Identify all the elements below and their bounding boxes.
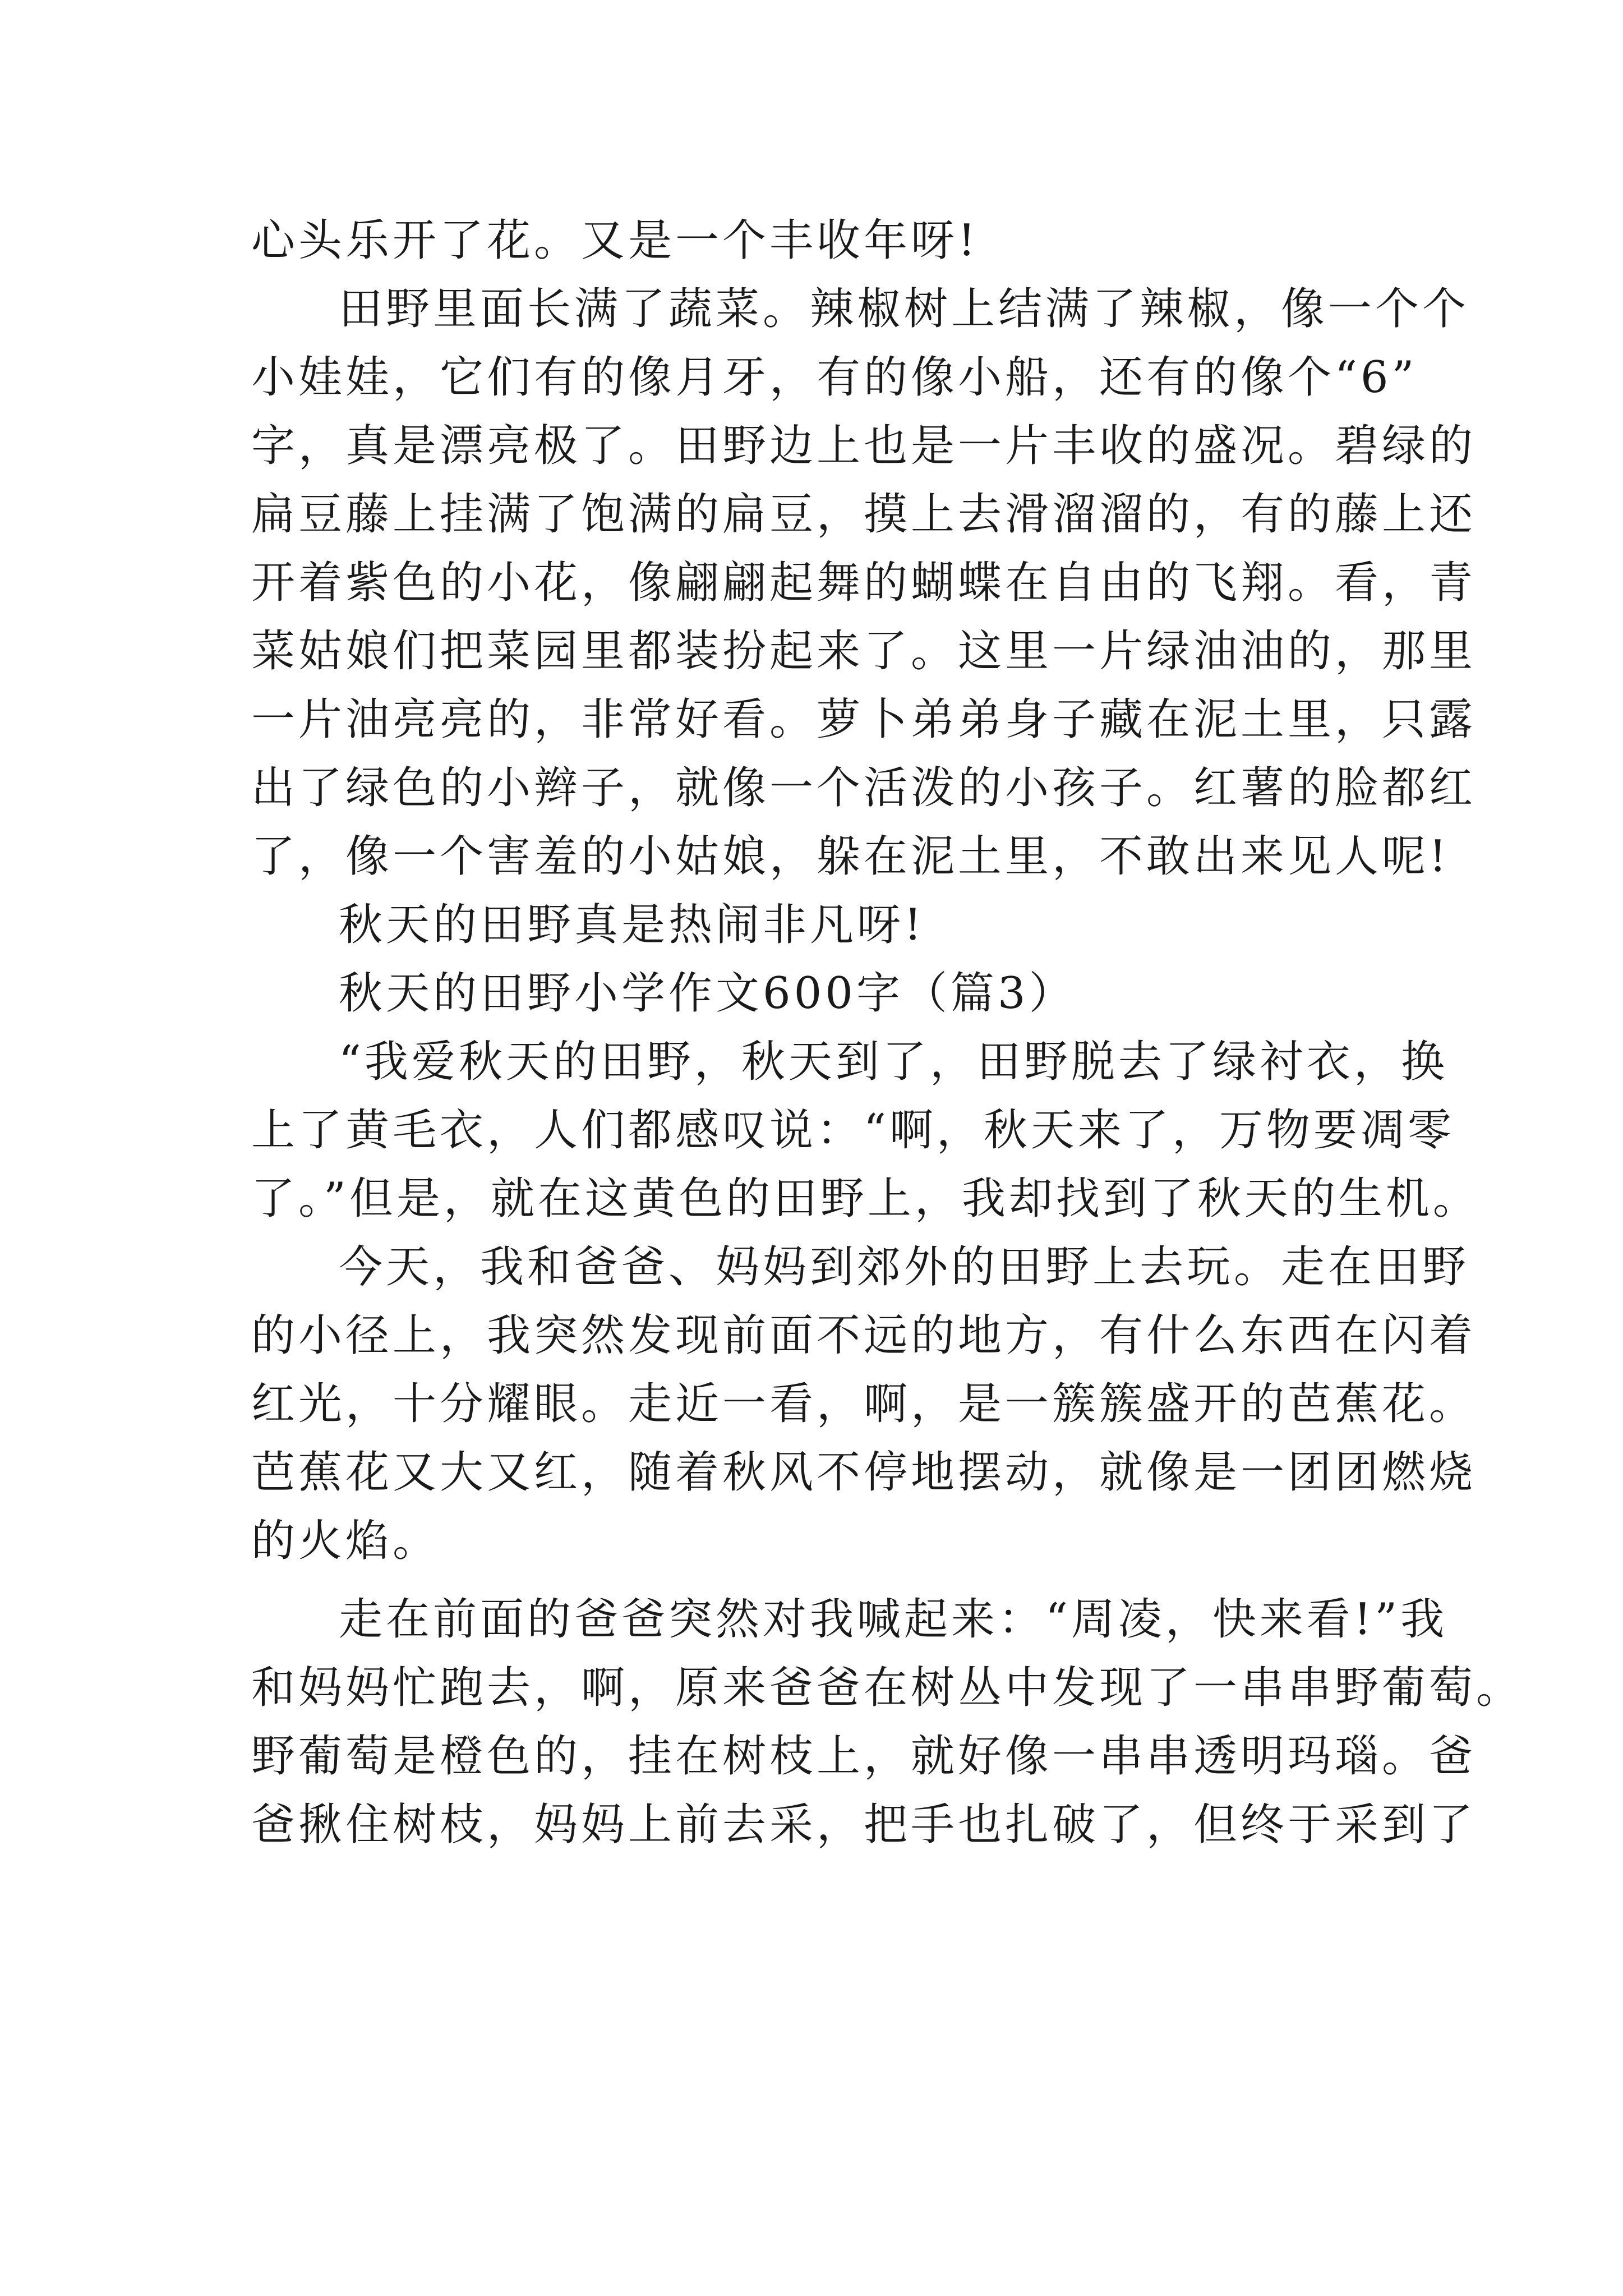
text-line: 菜姑娘们把菜园里都装扮起来了。这里一片绿油油的，那里: [251, 626, 1477, 677]
text-line: 和妈妈忙跑去，啊，原来爸爸在树丛中发现了一串串野葡萄。: [251, 1663, 1524, 1713]
text-line: 田野里面长满了蔬菜。辣椒树上结满了辣椒，像一个个: [339, 284, 1470, 334]
document-body: [251, 206, 1524, 1859]
paragraph: [251, 891, 1390, 959]
text-line: 红光，十分耀眼。走近一看，啊，是一簇簇盛开的芭蕉花。: [251, 1379, 1477, 1429]
text-line: 了。”但是，就在这黄色的田野上，我却找到了秋天的生机。: [251, 1174, 1480, 1224]
heading-line: 秋天的田野小学作文600字（篇3）: [339, 968, 1076, 1019]
text-line: 野葡萄是橙色的，挂在树枝上，就好像一串串透明玛瑙。爸: [251, 1731, 1477, 1782]
text-line: 扁豆藤上挂满了饱满的扁豆，摸上去滑溜溜的，有的藤上还: [251, 489, 1477, 540]
paragraph: [251, 1028, 1480, 1233]
text-line: 一片油亮亮的，非常好看。萝卜弟弟身子藏在泥土里，只露: [251, 694, 1477, 745]
text-line: 心头乐开了花。又是一个丰收年呀!: [251, 215, 979, 266]
text-line: 秋天的田野真是热闹非凡呀!: [339, 900, 925, 950]
text-line: 芭蕉花又大又红，随着秋风不停地摆动，就像是一团团燃烧: [251, 1447, 1477, 1498]
paragraph: [251, 206, 1390, 275]
text-line: 开着紫色的小花，像翩翩起舞的蝴蝶在自由的飞翔。看，青: [251, 558, 1477, 608]
paragraph: [251, 275, 1477, 891]
text-line: 的火焰。: [251, 1516, 440, 1566]
text-line: 爸揪住树枝，妈妈上前去采，把手也扎破了，但终于采到了: [251, 1800, 1477, 1850]
text-line: 走在前面的爸爸突然对我喊起来：“周凌，快来看!”我: [339, 1594, 1448, 1645]
text-line: 上了黄毛衣，人们都感叹说：“啊，秋天来了，万物要凋零: [251, 1105, 1455, 1156]
paragraph: [251, 1585, 1524, 1859]
text-line: “我爱秋天的田野，秋天到了，田野脱去了绿衬衣，换: [339, 1037, 1448, 1087]
text-line: 的小径上，我突然发现前面不远的地方，有什么东西在闪着: [251, 1310, 1477, 1361]
paragraph: [251, 1233, 1477, 1575]
text-line: 出了绿色的小辫子，就像一个活泼的小孩子。红薯的脸都红: [251, 763, 1477, 813]
text-line: 小娃娃，它们有的像月牙，有的像小船，还有的像个“6”: [251, 352, 1418, 403]
text-line: 字，真是漂亮极了。田野边上也是一片丰收的盛况。碧绿的: [251, 421, 1477, 471]
text-line: 了，像一个害羞的小姑娘，躲在泥土里，不敢出来见人呢!: [251, 831, 1450, 882]
paragraph-gap: [251, 1575, 1390, 1585]
section-heading: [251, 959, 1390, 1028]
text-line: 今天，我和爸爸、妈妈到郊外的田野上去玩。走在田野: [339, 1242, 1470, 1292]
